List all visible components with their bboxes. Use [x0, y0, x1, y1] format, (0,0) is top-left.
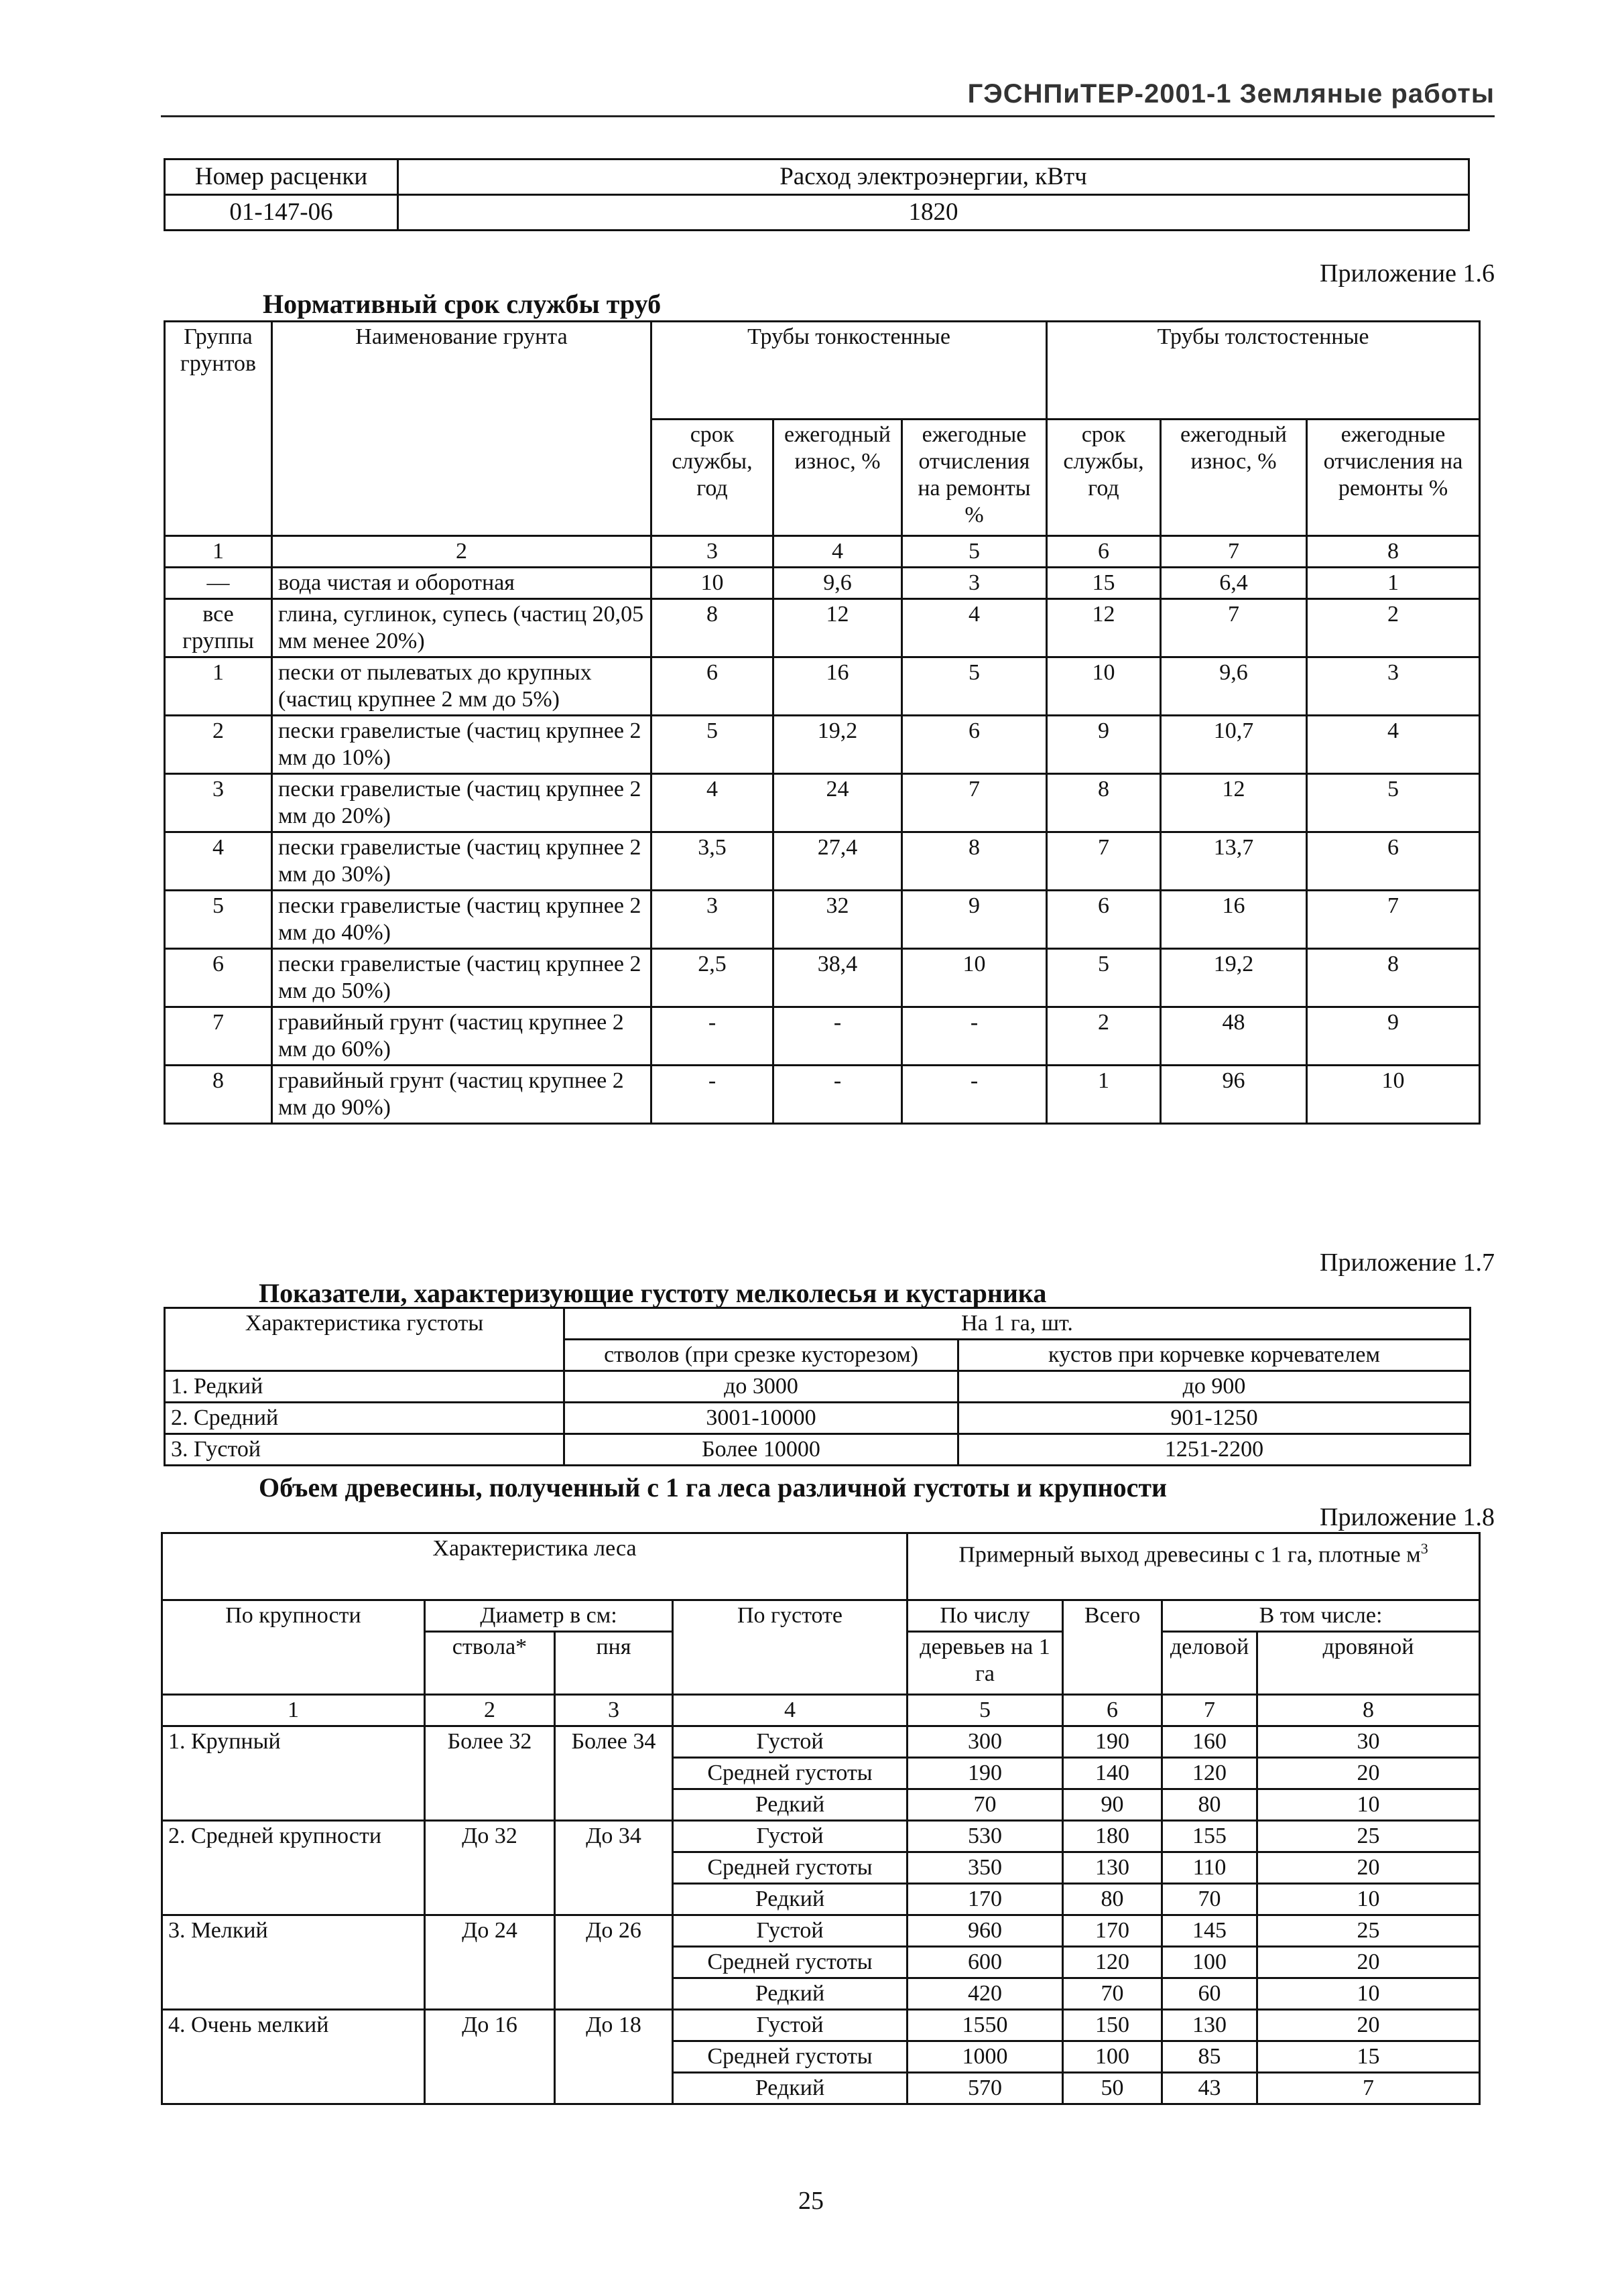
thick-repairs-cell: 5: [1307, 774, 1480, 832]
header-wood-yield: [908, 1533, 1480, 1600]
thick-repairs-cell: 7: [1307, 891, 1480, 949]
soil-group-cell: 2: [165, 716, 272, 774]
soil-name-cell: гравийный грунт (частиц крупнее 2 мм до 90%): [272, 1066, 651, 1124]
subheader-thin-service-life: срок службы, год: [651, 420, 773, 536]
trunks-count-cell: до 3000: [564, 1371, 958, 1403]
appendix-1-8-label: Приложение 1.8: [1320, 1503, 1495, 1531]
soil-group-cell: 8: [165, 1066, 272, 1124]
thin-wear-cell: -: [773, 1007, 902, 1066]
energy-consumption-value: 1820: [398, 195, 1469, 231]
business-wood-cell: 110: [1162, 1852, 1257, 1884]
table-row: [162, 1821, 1480, 1852]
density-cell: Редкий: [673, 1789, 908, 1821]
firewood-cell: 25: [1257, 1821, 1480, 1852]
table-row: [165, 1434, 1471, 1466]
header-per-hectare: На 1 га, шт.: [564, 1308, 1471, 1340]
column-number: 6: [1047, 536, 1161, 568]
subheader-thick-wear: ежегодный износ, %: [1161, 420, 1307, 536]
thick-service-life-cell: 12: [1047, 599, 1161, 657]
thick-repairs-cell: 4: [1307, 716, 1480, 774]
header-by-density: По густоте: [673, 1600, 908, 1695]
column-number: 2: [272, 536, 651, 568]
thick-wear-cell: 7: [1161, 599, 1307, 657]
subheader-thin-repairs: ежегодные отчисления на ремонты %: [902, 420, 1047, 536]
density-cell: Редкий: [673, 1978, 908, 2010]
total-volume-cell: 80: [1063, 1884, 1162, 1915]
column-number: 8: [1307, 536, 1480, 568]
stump-diameter-cell: До 18: [555, 2010, 673, 2104]
column-number: 3: [555, 1695, 673, 1726]
column-number: 6: [1063, 1695, 1162, 1726]
trees-per-hectare-cell: 190: [908, 1758, 1063, 1789]
trees-per-hectare-cell: 600: [908, 1947, 1063, 1978]
total-volume-cell: 130: [1063, 1852, 1162, 1884]
energy-header-code: Номер расценки: [165, 160, 398, 195]
density-cell: Средней густоты: [673, 1852, 908, 1884]
column-number: 1: [162, 1695, 425, 1726]
header-trunk-diameter: ствола*: [425, 1632, 555, 1695]
thin-service-life-cell: 8: [651, 599, 773, 657]
header-stump-diameter: пня: [555, 1632, 673, 1695]
thick-repairs-cell: 3: [1307, 657, 1480, 716]
table-row: [165, 774, 1480, 832]
total-volume-cell: 70: [1063, 1978, 1162, 2010]
thin-repairs-cell: 6: [902, 716, 1047, 774]
pipe-service-life-table: [164, 320, 1481, 1125]
density-level-cell: 3. Густой: [165, 1434, 564, 1466]
business-wood-cell: 100: [1162, 1947, 1257, 1978]
thin-service-life-cell: 6: [651, 657, 773, 716]
trees-per-hectare-cell: 960: [908, 1915, 1063, 1947]
total-volume-cell: 100: [1063, 2041, 1162, 2073]
total-volume-cell: 150: [1063, 2010, 1162, 2041]
table-row: [165, 657, 1480, 716]
header-trunks: стволов (при срезке кусторезом): [564, 1340, 958, 1371]
column-number: 8: [1257, 1695, 1480, 1726]
total-volume-cell: 140: [1063, 1758, 1162, 1789]
table-row: [165, 716, 1480, 774]
soil-name-cell: пески гравелистые (частиц крупнее 2 мм до 20%): [272, 774, 651, 832]
column-number: 7: [1161, 536, 1307, 568]
header-by-count: По числу: [908, 1600, 1063, 1632]
column-number: 4: [673, 1695, 908, 1726]
total-volume-cell: 170: [1063, 1915, 1162, 1947]
trees-per-hectare-cell: 300: [908, 1726, 1063, 1758]
firewood-cell: 15: [1257, 2041, 1480, 2073]
soil-name-cell: пески гравелистые (частиц крупнее 2 мм до 10%): [272, 716, 651, 774]
table-row: [162, 2010, 1480, 2041]
subheader-thick-repairs: ежегодные отчисления на ремонты %: [1307, 420, 1480, 536]
running-title: ГЭСНПиТЕР-2001-1 Земляные работы: [967, 79, 1495, 109]
header-thin-wall-pipes: Трубы тонкостенные: [651, 322, 1047, 420]
business-wood-cell: 85: [1162, 2041, 1257, 2073]
soil-group-cell: 4: [165, 832, 272, 891]
total-volume-cell: 50: [1063, 2073, 1162, 2104]
thin-wear-cell: 32: [773, 891, 902, 949]
thick-service-life-cell: 2: [1047, 1007, 1161, 1066]
bushes-count-cell: 1251-2200: [958, 1434, 1471, 1466]
thick-wear-cell: 9,6: [1161, 657, 1307, 716]
thick-wear-cell: 13,7: [1161, 832, 1307, 891]
thin-service-life-cell: -: [651, 1007, 773, 1066]
trunk-diameter-cell: До 24: [425, 1915, 555, 2010]
firewood-cell: 20: [1257, 1758, 1480, 1789]
column-number: 5: [908, 1695, 1063, 1726]
thin-wear-cell: 38,4: [773, 949, 902, 1007]
density-cell: Густой: [673, 1915, 908, 1947]
soil-name-cell: пески гравелистые (частиц крупнее 2 мм до 30%): [272, 832, 651, 891]
energy-header-consumption: Расход электроэнергии, кВтч: [398, 160, 1469, 195]
thick-service-life-cell: 6: [1047, 891, 1161, 949]
soil-group-cell: все группы: [165, 599, 272, 657]
soil-group-cell: 7: [165, 1007, 272, 1066]
firewood-cell: 10: [1257, 1978, 1480, 2010]
column-number: 7: [1162, 1695, 1257, 1726]
thick-service-life-cell: 8: [1047, 774, 1161, 832]
firewood-cell: 7: [1257, 2073, 1480, 2104]
thin-repairs-cell: 8: [902, 832, 1047, 891]
thin-wear-cell: -: [773, 1066, 902, 1124]
wood-volume-table: [161, 1532, 1481, 2105]
appendix-1-6-label: Приложение 1.6: [1320, 259, 1495, 288]
total-volume-cell: 190: [1063, 1726, 1162, 1758]
header-firewood: дровяной: [1257, 1632, 1480, 1695]
thin-repairs-cell: 9: [902, 891, 1047, 949]
thin-repairs-cell: 4: [902, 599, 1047, 657]
stump-diameter-cell: До 34: [555, 1821, 673, 1915]
table-row: [165, 891, 1480, 949]
trees-per-hectare-cell: 70: [908, 1789, 1063, 1821]
trees-per-hectare-cell: 570: [908, 2073, 1063, 2104]
soil-group-cell: —: [165, 568, 272, 599]
thin-repairs-cell: 7: [902, 774, 1047, 832]
thin-service-life-cell: 4: [651, 774, 773, 832]
trees-per-hectare-cell: 420: [908, 1978, 1063, 2010]
firewood-cell: 10: [1257, 1884, 1480, 1915]
business-wood-cell: 145: [1162, 1915, 1257, 1947]
trunk-diameter-cell: До 16: [425, 2010, 555, 2104]
thin-wear-cell: 24: [773, 774, 902, 832]
thin-wear-cell: 12: [773, 599, 902, 657]
density-cell: Средней густоты: [673, 1758, 908, 1789]
thick-wear-cell: 16: [1161, 891, 1307, 949]
header-business-wood: деловой: [1162, 1632, 1257, 1695]
business-wood-cell: 155: [1162, 1821, 1257, 1852]
firewood-cell: 30: [1257, 1726, 1480, 1758]
thin-repairs-cell: 10: [902, 949, 1047, 1007]
header-wood-yield-superscript: 3: [1420, 1540, 1428, 1557]
density-cell: Средней густоты: [673, 1947, 908, 1978]
column-number: 3: [651, 536, 773, 568]
thick-repairs-cell: 10: [1307, 1066, 1480, 1124]
table-row: [165, 1403, 1471, 1434]
trunks-count-cell: 3001-10000: [564, 1403, 958, 1434]
soil-group-cell: 6: [165, 949, 272, 1007]
trees-per-hectare-cell: 1000: [908, 2041, 1063, 2073]
total-volume-cell: 180: [1063, 1821, 1162, 1852]
thick-service-life-cell: 10: [1047, 657, 1161, 716]
table-row: [165, 1371, 1471, 1403]
column-number: 4: [773, 536, 902, 568]
thick-repairs-cell: 9: [1307, 1007, 1480, 1066]
thick-wear-cell: 48: [1161, 1007, 1307, 1066]
thin-wear-cell: 19,2: [773, 716, 902, 774]
subheader-thin-wear: ежегодный износ, %: [773, 420, 902, 536]
column-number: 2: [425, 1695, 555, 1726]
thick-wear-cell: 19,2: [1161, 949, 1307, 1007]
firewood-cell: 20: [1257, 2010, 1480, 2041]
thick-service-life-cell: 5: [1047, 949, 1161, 1007]
thick-service-life-cell: 15: [1047, 568, 1161, 599]
table-row: [165, 949, 1480, 1007]
total-volume-cell: 90: [1063, 1789, 1162, 1821]
density-cell: Редкий: [673, 1884, 908, 1915]
density-cell: Средней густоты: [673, 2041, 908, 2073]
firewood-cell: 10: [1257, 1789, 1480, 1821]
table-row: [165, 1007, 1480, 1066]
thin-wear-cell: 9,6: [773, 568, 902, 599]
table-row: [162, 1726, 1480, 1758]
trees-per-hectare-cell: 530: [908, 1821, 1063, 1852]
column-number: 5: [902, 536, 1047, 568]
soil-name-cell: пески гравелистые (частиц крупнее 2 мм до 40%): [272, 891, 651, 949]
header-total: Всего: [1063, 1600, 1162, 1695]
thick-wear-cell: 10,7: [1161, 716, 1307, 774]
energy-table: [164, 158, 1470, 231]
header-trees-per-hectare: деревьев на 1 га: [908, 1632, 1063, 1695]
trees-per-hectare-cell: 170: [908, 1884, 1063, 1915]
appendix-1-7-title: Показатели, характеризующие густоту мелколесья и кустарника: [259, 1278, 1047, 1308]
density-cell: Редкий: [673, 2073, 908, 2104]
thick-wear-cell: 6,4: [1161, 568, 1307, 599]
header-wood-yield-text: Примерный выход древесины с 1 га, плотные м: [958, 1542, 1421, 1568]
business-wood-cell: 120: [1162, 1758, 1257, 1789]
thin-service-life-cell: 10: [651, 568, 773, 599]
page-number: 25: [798, 2187, 824, 2215]
header-soil-group: Группа грунтов: [165, 322, 272, 536]
soil-name-cell: глина, суглинок, супесь (частиц 20,05 мм менее 20%): [272, 599, 651, 657]
density-cell: Густой: [673, 2010, 908, 2041]
thin-repairs-cell: 5: [902, 657, 1047, 716]
soil-name-cell: гравийный грунт (частиц крупнее 2 мм до 60%): [272, 1007, 651, 1066]
thin-service-life-cell: 3,5: [651, 832, 773, 891]
density-level-cell: 2. Средний: [165, 1403, 564, 1434]
subheader-thick-service-life: срок службы, год: [1047, 420, 1161, 536]
table-row: [165, 599, 1480, 657]
thick-repairs-cell: 2: [1307, 599, 1480, 657]
trees-per-hectare-cell: 350: [908, 1852, 1063, 1884]
stump-diameter-cell: Более 34: [555, 1726, 673, 1821]
business-wood-cell: 60: [1162, 1978, 1257, 2010]
thin-wear-cell: 16: [773, 657, 902, 716]
thick-wear-cell: 12: [1161, 774, 1307, 832]
table-row: [165, 568, 1480, 599]
density-cell: Густой: [673, 1821, 908, 1852]
soil-group-cell: 3: [165, 774, 272, 832]
header-thick-wall-pipes: Трубы толстостенные: [1047, 322, 1480, 420]
thick-service-life-cell: 7: [1047, 832, 1161, 891]
business-wood-cell: 130: [1162, 2010, 1257, 2041]
soil-name-cell: пески гравелистые (частиц крупнее 2 мм до 50%): [272, 949, 651, 1007]
column-number: 1: [165, 536, 272, 568]
business-wood-cell: 160: [1162, 1726, 1257, 1758]
thin-service-life-cell: -: [651, 1066, 773, 1124]
density-cell: Густой: [673, 1726, 908, 1758]
business-wood-cell: 80: [1162, 1789, 1257, 1821]
header-density-characteristic: Характеристика густоты: [165, 1308, 564, 1371]
table-row: [165, 832, 1480, 891]
thin-repairs-cell: 3: [902, 568, 1047, 599]
trunks-count-cell: Более 10000: [564, 1434, 958, 1466]
soil-group-cell: 1: [165, 657, 272, 716]
firewood-cell: 25: [1257, 1915, 1480, 1947]
header-rule: [161, 115, 1495, 117]
energy-code-value: 01-147-06: [165, 195, 398, 231]
thin-service-life-cell: 3: [651, 891, 773, 949]
header-soil-name: Наименование грунта: [272, 322, 651, 536]
bushes-count-cell: 901-1250: [958, 1403, 1471, 1434]
trunk-diameter-cell: Более 32: [425, 1726, 555, 1821]
thick-repairs-cell: 6: [1307, 832, 1480, 891]
shrub-density-table: [164, 1307, 1471, 1466]
appendix-1-6-title: Нормативный срок службы труб: [263, 289, 662, 319]
firewood-cell: 20: [1257, 1852, 1480, 1884]
bushes-count-cell: до 900: [958, 1371, 1471, 1403]
firewood-cell: 20: [1257, 1947, 1480, 1978]
thin-wear-cell: 27,4: [773, 832, 902, 891]
size-class-cell: 1. Крупный: [162, 1726, 425, 1821]
thin-repairs-cell: -: [902, 1066, 1047, 1124]
soil-name-cell: вода чистая и оборотная: [272, 568, 651, 599]
thin-repairs-cell: -: [902, 1007, 1047, 1066]
trees-per-hectare-cell: 1550: [908, 2010, 1063, 2041]
thick-service-life-cell: 1: [1047, 1066, 1161, 1124]
density-level-cell: 1. Редкий: [165, 1371, 564, 1403]
thick-repairs-cell: 8: [1307, 949, 1480, 1007]
soil-name-cell: пески от пылеватых до крупных (частиц крупнее 2 мм до 5%): [272, 657, 651, 716]
header-forest-characteristic: Характеристика леса: [162, 1533, 908, 1600]
size-class-cell: 3. Мелкий: [162, 1915, 425, 2010]
soil-group-cell: 5: [165, 891, 272, 949]
header-bushes: кустов при корчевке корчевателем: [958, 1340, 1471, 1371]
column-number-row: [162, 1695, 1480, 1726]
size-class-cell: 2. Средней крупности: [162, 1821, 425, 1915]
table-row: [162, 1915, 1480, 1947]
column-number-row: [165, 536, 1480, 568]
header-by-size: По крупности: [162, 1600, 425, 1695]
business-wood-cell: 70: [1162, 1884, 1257, 1915]
appendix-1-8-title: Объем древесины, полученный с 1 га леса различной густоты и крупности: [259, 1472, 1168, 1503]
thick-service-life-cell: 9: [1047, 716, 1161, 774]
table-row: [165, 1066, 1480, 1124]
thin-service-life-cell: 5: [651, 716, 773, 774]
stump-diameter-cell: До 26: [555, 1915, 673, 2010]
thick-wear-cell: 96: [1161, 1066, 1307, 1124]
thin-service-life-cell: 2,5: [651, 949, 773, 1007]
total-volume-cell: 120: [1063, 1947, 1162, 1978]
size-class-cell: 4. Очень мелкий: [162, 2010, 425, 2104]
trunk-diameter-cell: До 32: [425, 1821, 555, 1915]
business-wood-cell: 43: [1162, 2073, 1257, 2104]
header-diameter: Диаметр в см:: [425, 1600, 673, 1632]
header-including: В том числе:: [1162, 1600, 1480, 1632]
thick-repairs-cell: 1: [1307, 568, 1480, 599]
appendix-1-7-label: Приложение 1.7: [1320, 1249, 1495, 1277]
